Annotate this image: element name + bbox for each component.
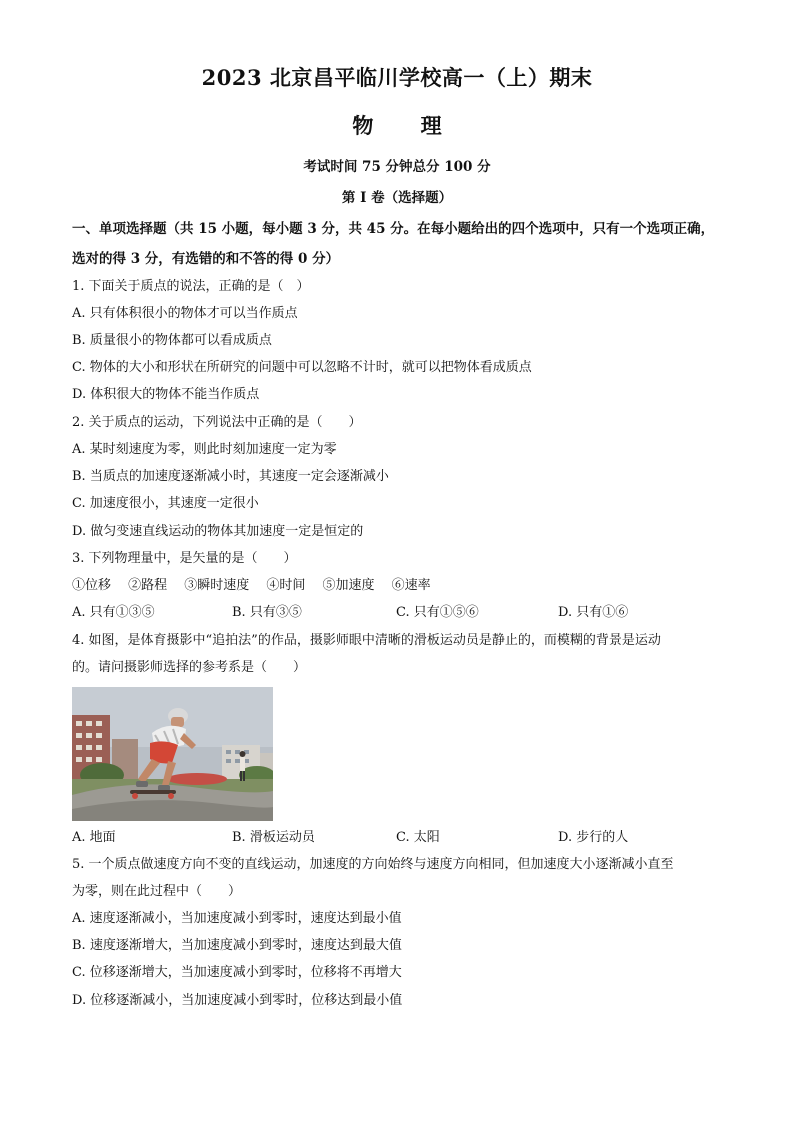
q2-stem: 2. 关于质点的运动，下列说法中正确的是（ ） <box>72 415 362 430</box>
q2-option-d: D. 做匀变速直线运动的物体其加速度一定是恒定的 <box>72 524 364 539</box>
q5-stem-line2: 为零，则在此过程中（ ） <box>72 884 242 899</box>
q2-option-c: C. 加速度很小，其速度一定很小 <box>72 496 259 511</box>
q3-option-d: D. 只有①⑥ <box>558 605 629 620</box>
q5-option-b: B. 速度逐渐增大，当加速度减小到零时，速度达到最大值 <box>72 938 402 953</box>
subject-title: 物 理 <box>352 113 442 138</box>
q5-option-d: D. 位移逐渐减小，当加速度减小到零时，位移达到最小值 <box>72 993 403 1008</box>
q3-stem: 3. 下列物理量中，是矢量的是（ ） <box>72 551 297 566</box>
q4-option-d: D. 步行的人 <box>558 830 629 845</box>
q3-option-c: C. 只有①⑤⑥ <box>396 605 479 620</box>
exam-info: 考试时间 75 分钟总分 100 分 <box>303 159 491 175</box>
q4-stem-line2: 的。请问摄影师选择的参考系是（ ） <box>72 660 307 675</box>
q4-stem-line1: 4. 如图，是体育摄影中“追拍法”的作品，摄影师眼中清晰的滑板运动员是静止的，而模糊的背景是运动 <box>72 633 661 648</box>
q3-items: ①位移 ②路程 ③瞬时速度 ④时间 ⑤加速度 ⑥速率 <box>72 578 431 593</box>
q1-stem: 1. 下面关于质点的说法，正确的是（ ） <box>72 279 310 294</box>
q2-option-b: B. 当质点的加速度逐渐减小时，其速度一定会逐渐减小 <box>72 469 389 484</box>
q5-stem-line1: 5. 一个质点做速度方向不变的直线运动，加速度的方向始终与速度方向相同，但加速度大小逐渐减小直至 <box>72 857 674 872</box>
volume-title: 第 I 卷（选择题） <box>341 190 453 206</box>
q4-option-c: C. 太阳 <box>396 830 440 845</box>
q4-option-b: B. 滑板运动员 <box>232 830 315 845</box>
exam-title: 2023 北京昌平临川学校高一（上）期末 <box>201 65 593 90</box>
q1-option-d: D. 体积很大的物体不能当作质点 <box>72 387 260 402</box>
skateboarder-photo <box>72 687 273 821</box>
q3-option-b: B. 只有③⑤ <box>232 605 302 620</box>
q3-option-a: A. 只有①③⑤ <box>72 605 155 620</box>
q5-option-c: C. 位移逐渐增大，当加速度减小到零时，位移将不再增大 <box>72 965 402 980</box>
q1-option-b: B. 质量很小的物体都可以看成质点 <box>72 333 272 348</box>
section-instructions: 一、单项选择题（共 15 小题，每小题 3 分，共 45 分。在每小题给出的四个选项中，只有一个选项正确，选对的得 3 分，有选错的和不答的得 0 分） <box>72 221 715 267</box>
q5-option-a: A. 速度逐渐减小，当加速度减小到零时，速度达到最小值 <box>72 911 402 926</box>
q4-option-a: A. 地面 <box>72 830 116 845</box>
q1-option-c: C. 物体的大小和形状在所研究的问题中可以忽略不计时，就可以把物体看成质点 <box>72 360 532 375</box>
q1-option-a: A. 只有体积很小的物体才可以当作质点 <box>72 306 298 321</box>
q2-option-a: A. 某时刻速度为零，则此时刻加速度一定为零 <box>72 442 337 457</box>
